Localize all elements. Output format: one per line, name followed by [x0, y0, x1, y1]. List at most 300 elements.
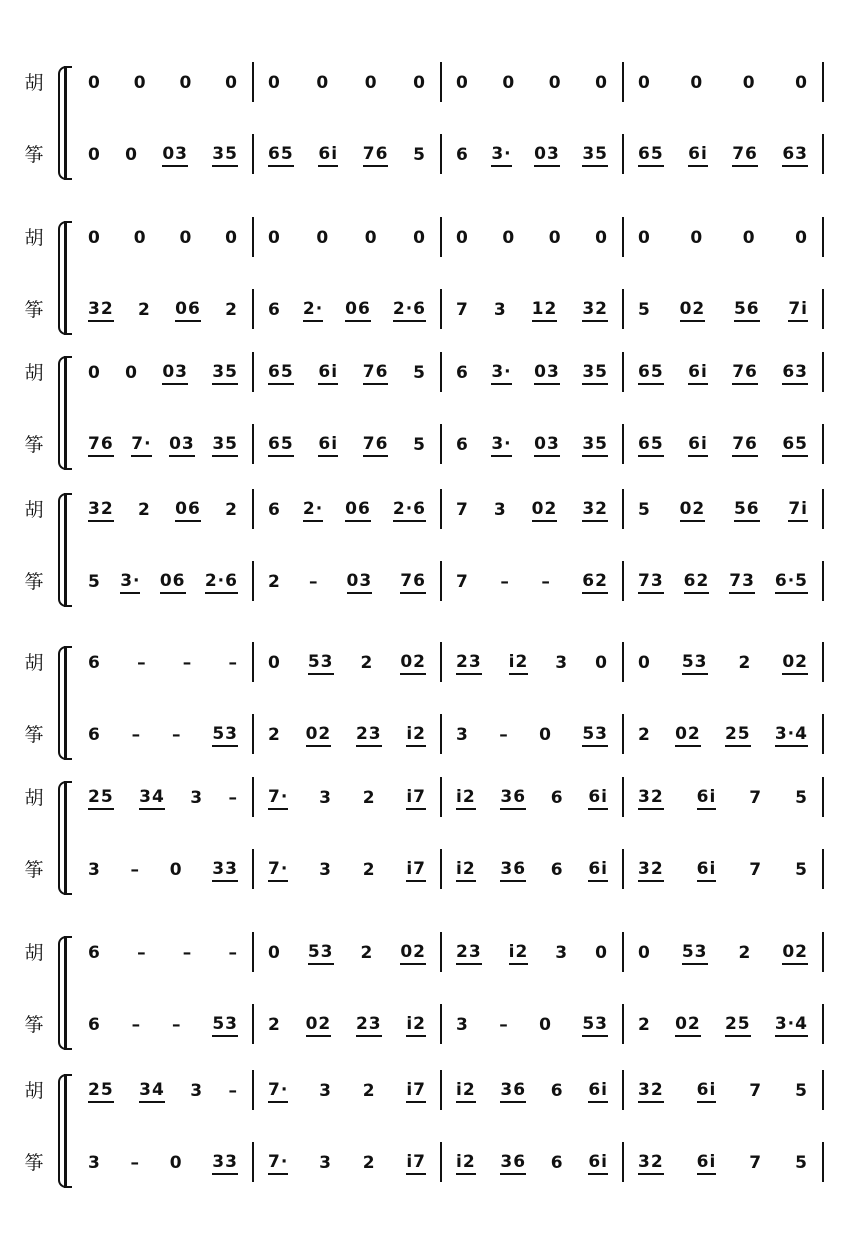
- instrument-label-zheng: 筝: [24, 859, 44, 881]
- measure: [622, 132, 822, 178]
- note-group: 53: [682, 942, 708, 965]
- staff-zheng: [72, 422, 832, 468]
- measure: [72, 287, 252, 333]
- note-group: 02: [675, 724, 701, 747]
- note-group: 65: [268, 362, 294, 385]
- system-bracket: [58, 936, 72, 1050]
- measure: [252, 559, 440, 605]
- note-group: 7: [456, 500, 469, 520]
- note-group: 0: [225, 228, 238, 248]
- measure: [72, 930, 252, 976]
- measure: [622, 847, 822, 893]
- barline: [822, 932, 824, 972]
- note-group: 53: [308, 942, 334, 965]
- note-group: 34: [139, 1080, 165, 1103]
- barline: [822, 134, 824, 174]
- staff-hu: [72, 60, 832, 106]
- score-system: [0, 1068, 850, 1238]
- note-group: 7: [749, 860, 763, 880]
- note-group: 36: [500, 1080, 526, 1103]
- note-group: 0: [742, 73, 756, 93]
- note-group: 6: [88, 725, 101, 745]
- note-group: 25: [88, 787, 114, 810]
- note-group: i2: [456, 859, 476, 882]
- barline: [822, 777, 824, 817]
- measure: [72, 1140, 252, 1186]
- note-group: 0: [638, 943, 651, 963]
- note-group: 73: [729, 571, 755, 594]
- note-group: 5: [795, 788, 808, 808]
- note-group: 2: [362, 788, 376, 808]
- note-group: 2: [137, 300, 151, 320]
- note-group: 0: [316, 228, 330, 248]
- note-group: 7: [749, 1081, 763, 1101]
- note-group: 7·: [268, 787, 288, 810]
- barline: [822, 849, 824, 889]
- measure: [622, 640, 822, 686]
- note-group: 32: [582, 499, 608, 522]
- note-group: –: [308, 572, 319, 592]
- note-group: –: [228, 943, 238, 963]
- instrument-label-zheng: 筝: [24, 434, 44, 456]
- note-group: 6: [456, 145, 469, 165]
- measure: [622, 559, 822, 605]
- note-group: 0: [638, 73, 651, 93]
- note-group: 0: [268, 653, 281, 673]
- note-group: 0: [456, 73, 469, 93]
- note-group: 6: [268, 300, 281, 320]
- instrument-label-zheng: 筝: [24, 724, 44, 746]
- note-group: 0: [179, 228, 193, 248]
- measure: [252, 422, 440, 468]
- note-group: 6i: [318, 362, 338, 385]
- note-group: 7: [749, 1153, 763, 1173]
- note-group: i7: [406, 1152, 426, 1175]
- measure: [72, 215, 252, 261]
- barline: [822, 62, 824, 102]
- measure: [72, 559, 252, 605]
- barline: [822, 714, 824, 754]
- note-group: 0: [169, 860, 183, 880]
- note-group: 0: [268, 943, 281, 963]
- note-group: 0: [268, 73, 281, 93]
- note-group: 3: [456, 1015, 469, 1035]
- instrument-label-zheng: 筝: [24, 1014, 44, 1036]
- measure: [72, 487, 252, 533]
- note-group: 62: [684, 571, 710, 594]
- measure: [72, 422, 252, 468]
- measure: [440, 60, 622, 106]
- note-group: 76: [363, 434, 389, 457]
- note-group: –: [499, 1015, 509, 1035]
- note-group: 2: [362, 1153, 376, 1173]
- measure: [72, 1068, 252, 1114]
- note-group: 3: [493, 300, 507, 320]
- measure: [622, 1002, 822, 1048]
- note-group: 03: [169, 434, 195, 457]
- note-group: 6i: [688, 144, 708, 167]
- note-group: 65: [782, 434, 808, 457]
- note-group: 7i: [788, 299, 808, 322]
- barline: [822, 1070, 824, 1110]
- measure: [440, 1140, 622, 1186]
- measure: [622, 350, 822, 396]
- note-group: 53: [308, 652, 334, 675]
- note-group: 02: [532, 499, 558, 522]
- note-group: 02: [680, 499, 706, 522]
- instrument-label-zheng: 筝: [24, 299, 44, 321]
- note-group: –: [130, 1153, 141, 1173]
- note-group: 6: [550, 860, 564, 880]
- measure: [440, 350, 622, 396]
- note-group: 6i: [318, 144, 338, 167]
- note-group: 25: [725, 1014, 751, 1037]
- note-group: 6i: [588, 1152, 608, 1175]
- measure: [622, 215, 822, 261]
- note-group: 32: [638, 859, 664, 882]
- measure: [440, 847, 622, 893]
- note-group: 3: [555, 943, 569, 963]
- note-group: 2: [225, 300, 238, 320]
- note-group: 5: [413, 435, 426, 455]
- measure: [72, 1002, 252, 1048]
- note-group: 2: [738, 653, 752, 673]
- note-group: 7·: [268, 1080, 288, 1103]
- note-group: –: [172, 725, 182, 745]
- note-group: 02: [400, 942, 426, 965]
- note-group: 65: [638, 362, 664, 385]
- note-group: 0: [795, 228, 808, 248]
- note-group: i7: [406, 859, 426, 882]
- note-group: 6·5: [775, 571, 808, 594]
- staff-zheng: [72, 1002, 832, 1048]
- note-group: 7: [456, 300, 469, 320]
- note-group: 6: [88, 653, 101, 673]
- staff-zheng: [72, 132, 832, 178]
- measure: [622, 712, 822, 758]
- note-group: 0: [690, 73, 704, 93]
- note-group: 2·6: [393, 299, 426, 322]
- note-group: 0: [268, 228, 281, 248]
- note-group: 0: [133, 73, 147, 93]
- note-group: 3: [319, 1081, 332, 1101]
- note-group: 23: [456, 652, 482, 675]
- note-group: 3: [190, 1081, 204, 1101]
- staff-zheng: [72, 287, 832, 333]
- note-group: 6: [456, 435, 469, 455]
- measure: [622, 422, 822, 468]
- note-group: i2: [406, 1014, 426, 1037]
- note-group: 03: [534, 434, 560, 457]
- note-group: 0: [133, 228, 147, 248]
- staff-hu: [72, 215, 832, 261]
- measure: [622, 60, 822, 106]
- note-group: 65: [638, 434, 664, 457]
- note-group: –: [130, 860, 141, 880]
- note-group: 2: [638, 1015, 651, 1035]
- measure: [440, 712, 622, 758]
- note-group: 32: [638, 1080, 664, 1103]
- note-group: 0: [456, 228, 469, 248]
- note-group: 7: [749, 788, 763, 808]
- note-group: 3: [319, 1153, 332, 1173]
- note-group: 56: [734, 299, 760, 322]
- note-group: 2: [638, 725, 651, 745]
- note-group: 53: [582, 724, 608, 747]
- barline: [822, 217, 824, 257]
- note-group: i2: [456, 1152, 476, 1175]
- note-group: –: [131, 725, 142, 745]
- note-group: 2: [738, 943, 752, 963]
- measure: [622, 487, 822, 533]
- note-group: 3: [555, 653, 569, 673]
- note-group: –: [172, 1015, 182, 1035]
- note-group: 6: [88, 943, 101, 963]
- note-group: 3: [319, 788, 332, 808]
- system-bracket: [58, 66, 72, 180]
- measure: [440, 422, 622, 468]
- note-group: 0: [548, 228, 562, 248]
- note-group: –: [228, 1081, 238, 1101]
- note-group: 6i: [588, 859, 608, 882]
- measure: [622, 930, 822, 976]
- barline: [822, 561, 824, 601]
- note-group: 32: [88, 499, 114, 522]
- note-group: 25: [88, 1080, 114, 1103]
- note-group: 0: [638, 228, 651, 248]
- note-group: 6i: [318, 434, 338, 457]
- measure: [72, 775, 252, 821]
- note-group: 06: [160, 571, 186, 594]
- note-group: –: [499, 725, 509, 745]
- note-group: –: [182, 653, 193, 673]
- measure: [252, 132, 440, 178]
- note-group: 3·: [491, 144, 511, 167]
- note-group: 0: [502, 73, 516, 93]
- note-group: 32: [638, 787, 664, 810]
- note-group: 03: [347, 571, 373, 594]
- measure: [622, 1068, 822, 1114]
- note-group: 2·6: [205, 571, 238, 594]
- note-group: 2: [137, 500, 151, 520]
- note-group: 02: [782, 942, 808, 965]
- note-group: 2: [225, 500, 238, 520]
- note-group: 23: [456, 942, 482, 965]
- measure: [252, 487, 440, 533]
- note-group: 6: [268, 500, 281, 520]
- measure: [72, 350, 252, 396]
- measure: [252, 215, 440, 261]
- measure: [440, 559, 622, 605]
- note-group: 76: [732, 362, 758, 385]
- note-group: i7: [406, 1080, 426, 1103]
- note-group: 6i: [697, 787, 717, 810]
- note-group: 34: [139, 787, 165, 810]
- note-group: 76: [732, 434, 758, 457]
- note-group: 36: [500, 787, 526, 810]
- barline: [822, 489, 824, 529]
- measure: [440, 487, 622, 533]
- note-group: 35: [212, 144, 238, 167]
- note-group: 3·: [120, 571, 140, 594]
- measure: [72, 60, 252, 106]
- note-group: 5: [795, 860, 808, 880]
- measure: [252, 775, 440, 821]
- note-group: 6i: [688, 362, 708, 385]
- note-group: 02: [400, 652, 426, 675]
- note-group: 76: [732, 144, 758, 167]
- staff-hu: [72, 350, 832, 396]
- measure: [252, 847, 440, 893]
- note-group: 33: [212, 859, 238, 882]
- staff-hu: [72, 930, 832, 976]
- note-group: 3: [88, 860, 101, 880]
- note-group: 35: [212, 362, 238, 385]
- note-group: 0: [179, 73, 193, 93]
- note-group: 63: [782, 362, 808, 385]
- note-group: i2: [509, 942, 529, 965]
- measure: [252, 1068, 440, 1114]
- note-group: 0: [125, 363, 138, 383]
- note-group: 0: [413, 228, 426, 248]
- note-group: 7: [456, 572, 469, 592]
- barline: [822, 1142, 824, 1182]
- system-bracket: [58, 781, 72, 895]
- measure: [440, 640, 622, 686]
- note-group: 35: [582, 362, 608, 385]
- note-group: i2: [406, 724, 426, 747]
- measure: [252, 930, 440, 976]
- note-group: 53: [682, 652, 708, 675]
- note-group: 0: [88, 73, 101, 93]
- note-group: 2·: [303, 299, 323, 322]
- note-group: 76: [363, 362, 389, 385]
- note-group: 76: [400, 571, 426, 594]
- note-group: 03: [162, 144, 188, 167]
- note-group: 23: [356, 1014, 382, 1037]
- barline: [822, 352, 824, 392]
- note-group: 02: [782, 652, 808, 675]
- note-group: 2·: [303, 499, 323, 522]
- note-group: 2: [360, 943, 374, 963]
- measure: [440, 132, 622, 178]
- measure: [622, 287, 822, 333]
- barline: [822, 289, 824, 329]
- note-group: 5: [413, 363, 426, 383]
- note-group: 5: [795, 1153, 808, 1173]
- note-group: 33: [212, 1152, 238, 1175]
- system-bracket: [58, 493, 72, 607]
- note-group: 2: [362, 860, 376, 880]
- instrument-label-hu: 胡: [24, 72, 44, 94]
- note-group: 2: [362, 1081, 376, 1101]
- note-group: 0: [795, 73, 808, 93]
- measure: [252, 1140, 440, 1186]
- note-group: 5: [795, 1081, 808, 1101]
- note-group: 7·: [131, 434, 151, 457]
- instrument-label-zheng: 筝: [24, 571, 44, 593]
- note-group: –: [137, 943, 147, 963]
- note-group: –: [131, 1015, 142, 1035]
- note-group: 0: [539, 725, 552, 745]
- note-group: 0: [364, 73, 378, 93]
- note-group: 2: [268, 725, 281, 745]
- note-group: 02: [680, 299, 706, 322]
- measure: [252, 712, 440, 758]
- note-group: 6i: [588, 787, 608, 810]
- staff-zheng: [72, 847, 832, 893]
- note-group: 0: [88, 228, 101, 248]
- note-group: 3: [493, 500, 507, 520]
- staff-hu: [72, 1068, 832, 1114]
- note-group: 5: [638, 500, 651, 520]
- note-group: 65: [268, 144, 294, 167]
- staff-hu: [72, 487, 832, 533]
- note-group: 0: [595, 653, 608, 673]
- measure: [72, 712, 252, 758]
- measure: [440, 287, 622, 333]
- note-group: 5: [638, 300, 651, 320]
- barline: [822, 424, 824, 464]
- system-bracket: [58, 221, 72, 335]
- measure: [252, 640, 440, 686]
- note-group: 35: [582, 144, 608, 167]
- note-group: 36: [500, 1152, 526, 1175]
- staff-zheng: [72, 712, 832, 758]
- note-group: 3: [88, 1153, 101, 1173]
- note-group: 3: [319, 860, 332, 880]
- note-group: 3·4: [775, 724, 808, 747]
- barline: [822, 1004, 824, 1044]
- note-group: 0: [595, 943, 608, 963]
- measure: [440, 1002, 622, 1048]
- note-group: 0: [125, 145, 138, 165]
- measure: [252, 350, 440, 396]
- score-system: [0, 775, 850, 945]
- staff-zheng: [72, 559, 832, 605]
- measure: [252, 60, 440, 106]
- note-group: 0: [638, 653, 651, 673]
- note-group: i2: [456, 787, 476, 810]
- note-group: 3: [190, 788, 204, 808]
- instrument-label-hu: 胡: [24, 362, 44, 384]
- note-group: 03: [534, 362, 560, 385]
- note-group: 32: [582, 299, 608, 322]
- note-group: 06: [175, 499, 201, 522]
- note-group: 32: [638, 1152, 664, 1175]
- note-group: 0: [88, 145, 101, 165]
- instrument-label-hu: 胡: [24, 227, 44, 249]
- note-group: 62: [582, 571, 608, 594]
- instrument-label-zheng: 筝: [24, 144, 44, 166]
- measure: [440, 930, 622, 976]
- note-group: –: [182, 943, 193, 963]
- note-group: 0: [413, 73, 426, 93]
- note-group: 0: [742, 228, 756, 248]
- note-group: –: [228, 788, 238, 808]
- measure: [72, 640, 252, 686]
- note-group: 6: [88, 1015, 101, 1035]
- note-group: 63: [782, 144, 808, 167]
- note-group: 36: [500, 859, 526, 882]
- measure: [72, 847, 252, 893]
- note-group: –: [228, 653, 238, 673]
- note-group: 0: [539, 1015, 552, 1035]
- note-group: 6i: [588, 1080, 608, 1103]
- note-group: 06: [175, 299, 201, 322]
- note-group: 12: [532, 299, 558, 322]
- staff-hu: [72, 640, 832, 686]
